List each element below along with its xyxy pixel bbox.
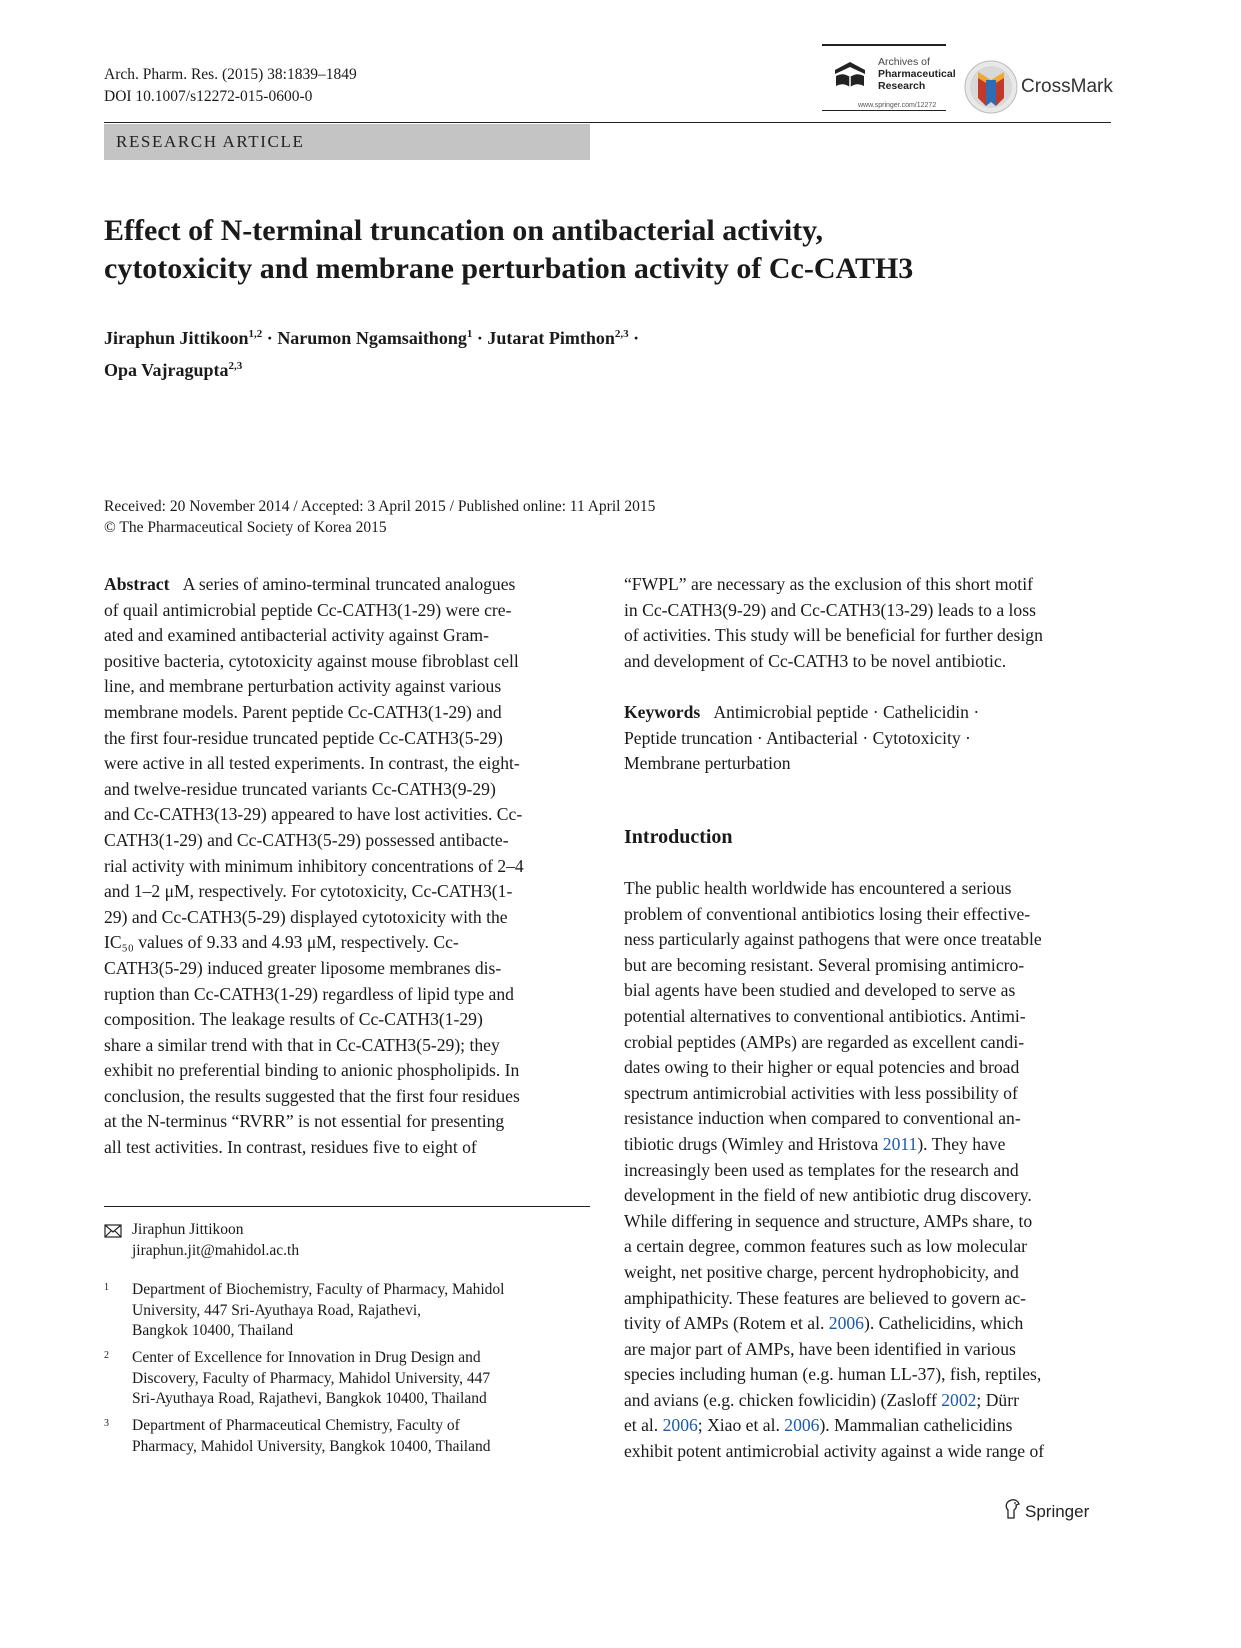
- abstract-line: share a similar trend with that in Cc-CATH3(5-29); they: [104, 1034, 500, 1055]
- abstract-line: and 1–2 μM, respectively. For cytotoxicity, Cc-CATH3(1-: [104, 881, 513, 902]
- body-line: a certain degree, common features such as low molecular: [624, 1236, 1028, 1257]
- affiliation: Department of Pharmaceutical Chemistry, Faculty of Pharmacy, Mahidol University, Bangkok 10400, Thailand: [132, 1417, 491, 1455]
- abstract-continued: [624, 572, 1111, 674]
- springer-horse-icon: [1002, 1498, 1022, 1520]
- article-title: Effect of N-terminal truncation on antibacterial activity, cytotoxicity and membrane perturbation activity of Cc-CATH3: [104, 214, 914, 285]
- abstract-line: composition. The leakage results of Cc-CATH3(1-29): [104, 1009, 483, 1030]
- affiliation: Department of Biochemistry, Faculty of Pharmacy, Mahidol University, 447 Sri-Ayuthaya Road, Rajathevi, Bangkok 10400, Thailand: [132, 1281, 505, 1339]
- abstract-line: and Cc-CATH3(13-29) appeared to have lost activities. Cc-: [104, 804, 523, 825]
- affiliation-number: 1: [104, 1282, 109, 1293]
- citation-link[interactable]: 2006: [662, 1415, 698, 1436]
- body-line: and avians (e.g. chicken fowlicidin) (Zasloff 2002; Dürr: [624, 1389, 1019, 1410]
- body-line: increasingly been used as templates for the research and: [624, 1159, 1019, 1180]
- abstract-line: ruption than Cc-CATH3(1-29) regardless of lipid type and: [104, 983, 514, 1004]
- author-affiliation: 1: [466, 328, 473, 340]
- body-line: bial agents have been studied and developed to serve as: [624, 980, 1016, 1001]
- affiliation: Center of Excellence for Innovation in Drug Design and Discovery, Faculty of Pharmacy, Mahidol University, 447 Sri-Ayuthaya Road, Rajathevi, Bangkok 10400, Thailand: [132, 1349, 491, 1407]
- journal-logo[interactable]: [822, 44, 956, 111]
- body-line: tibiotic drugs (Wimley and Hristova 2011). They have: [624, 1133, 1006, 1154]
- abstract-line: membrane models. Parent peptide Cc-CATH3(1-29) and: [104, 701, 502, 722]
- abstract-line: in Cc-CATH3(9-29) and Cc-CATH3(13-29) leads to a loss: [624, 599, 1036, 620]
- affiliation-number: 2: [104, 1350, 109, 1361]
- abstract-line: conclusion, the results suggested that the first four residues: [104, 1085, 520, 1106]
- body-line: but are becoming resistant. Several promising antimicro-: [624, 954, 1025, 975]
- keywords-line: Antimicrobial peptide · Cathelicidin ·: [713, 702, 980, 722]
- body-line: problem of conventional antibiotics losing their effective-: [624, 903, 1031, 924]
- abstract-line: at the N-terminus “RVRR” is not essential for presenting: [104, 1111, 505, 1132]
- abstract-line: and development of Cc-CATH3 to be novel antibiotic.: [624, 650, 1007, 671]
- author-affiliation: 1,2: [248, 328, 263, 340]
- author-name[interactable]: Jiraphun Jittikoon: [104, 328, 249, 348]
- header-rule: [104, 122, 1111, 123]
- body-line: species including human (e.g. human LL-37), fish, reptiles,: [624, 1364, 1042, 1385]
- author-name[interactable]: Opa Vajragupta: [104, 360, 229, 380]
- publication-dates: [104, 496, 655, 538]
- abstract-line: exhibit no preferential binding to anionic phospholipids. In: [104, 1060, 520, 1081]
- body-line: exhibit potent antimicrobial activity against a wide range of: [624, 1441, 1045, 1462]
- doi: DOI 10.1007/s12272-015-0600-0: [104, 88, 313, 105]
- abstract-line: of quail antimicrobial peptide Cc-CATH3(1-29) were cre-: [104, 599, 512, 620]
- abstract-line: CATH3(1-29) and Cc-CATH3(5-29) possessed antibacte-: [104, 829, 509, 850]
- abstract-line: A series of amino-terminal truncated analogues: [182, 574, 516, 594]
- keywords: [624, 700, 1111, 777]
- citation-link[interactable]: 2006: [828, 1313, 864, 1334]
- copyright-line: © The Pharmaceutical Society of Korea 2015: [104, 519, 387, 536]
- article-type-banner: [104, 124, 590, 160]
- keywords-line: Peptide truncation · Antibacterial · Cytotoxicity ·: [624, 727, 971, 748]
- body-line: amphipathicity. These features are believed to govern ac-: [624, 1287, 1027, 1308]
- author-name[interactable]: Jutarat Pimthon: [487, 328, 615, 348]
- introduction-body: [624, 876, 1111, 1465]
- keywords-line: Membrane perturbation: [624, 753, 791, 774]
- abstract-line: 29) and Cc-CATH3(5-29) displayed cytotoxicity with the: [104, 906, 508, 927]
- body-line: While differing in sequence and structure, AMPs share, to: [624, 1210, 1033, 1231]
- journal-citation-block: [104, 64, 357, 108]
- abstract-line: and twelve-residue truncated variants Cc-CATH3(9-29): [104, 778, 496, 799]
- body-line: spectrum antimicrobial activities with less possibility of: [624, 1082, 1018, 1103]
- corresponding-author: [132, 1220, 299, 1261]
- envelope-icon[interactable]: [104, 1224, 122, 1238]
- footnote-rule: [104, 1206, 590, 1207]
- citation-link[interactable]: 2011: [882, 1133, 918, 1154]
- body-line: weight, net positive charge, percent hydrophobicity, and: [624, 1261, 1019, 1282]
- abstract-line: CATH3(5-29) induced greater liposome membranes dis-: [104, 957, 502, 978]
- abstract-line: the first four-residue truncated peptide Cc-CATH3(5-29): [104, 727, 503, 748]
- abstract-line: were active in all tested experiments. In contrast, the eight-: [104, 753, 520, 774]
- crossmark-label[interactable]: CrossMark: [1021, 76, 1113, 97]
- author-affiliation: 2,3: [228, 360, 243, 372]
- keywords-label: Keywords: [624, 702, 701, 722]
- abstract-line: positive bacteria, cytotoxicity against mouse fibroblast cell: [104, 650, 519, 671]
- abstract-line: of activities. This study will be beneficial for further design: [624, 625, 1043, 646]
- citation-link[interactable]: 2006: [784, 1415, 820, 1436]
- body-line: development in the field of new antibiotic drug discovery.: [624, 1185, 1032, 1206]
- abstract-line: IC₅₀ values of 9.33 and 4.93 μM, respectively. Cc-: [104, 932, 459, 953]
- abstract-line: “FWPL” are necessary as the exclusion of this short motif: [624, 574, 1033, 594]
- body-line: dates owing to their higher or equal potencies and broad: [624, 1057, 1020, 1078]
- author-affiliation: 2,3: [614, 328, 629, 340]
- journal-logo-text: Archives of Pharmaceutical Research: [878, 56, 956, 92]
- crossmark-icon[interactable]: [964, 58, 1018, 116]
- abstract-line: all test activities. In contrast, residues five to eight of: [104, 1137, 477, 1158]
- journal-book-icon: [832, 60, 868, 90]
- contact-name: Jiraphun Jittikoon: [132, 1221, 244, 1238]
- body-line: et al. 2006; Xiao et al. 2006). Mammalian cathelicidins: [624, 1415, 1013, 1436]
- body-line: The public health worldwide has encountered a serious: [624, 878, 1012, 898]
- abstract-line: ated and examined antibacterial activity against Gram-: [104, 625, 489, 646]
- introduction-heading: Introduction: [624, 826, 733, 848]
- body-line: resistance induction when compared to conventional an-: [624, 1108, 1021, 1129]
- body-line: are major part of AMPs, have been identified in various: [624, 1338, 1016, 1359]
- author-name[interactable]: Narumon Ngamsaithong: [277, 328, 467, 348]
- abstract: [104, 572, 590, 1161]
- abstract-line: rial activity with minimum inhibitory concentrations of 2–4: [104, 855, 524, 876]
- abstract-label: Abstract: [104, 574, 170, 594]
- received-line: Received: 20 November 2014 / Accepted: 3 April 2015 / Published online: 11 April 2015: [104, 498, 656, 515]
- author-list: Jiraphun Jittikoon$^{1,2}$ · Narumon Ngamsaithong$^1$ · Jutarat Pimthon$^{2,3}$ · Opa Vajragupta$^{2,3}$: [104, 328, 640, 380]
- publisher-logo[interactable]: Springer: [1025, 1502, 1090, 1521]
- body-line: crobial peptides (AMPs) are regarded as excellent candi-: [624, 1031, 1025, 1052]
- affiliation-number: 3: [104, 1418, 109, 1429]
- citation-link[interactable]: 2002: [941, 1389, 977, 1410]
- abstract-line: line, and membrane perturbation activity against various: [104, 676, 502, 697]
- journal-url[interactable]: www.springer.com/12272: [858, 102, 937, 109]
- body-line: ness particularly against pathogens that were once treatable: [624, 929, 1042, 950]
- article-type: RESEARCH ARTICLE: [116, 132, 305, 151]
- body-line: potential alternatives to conventional antibiotics. Antimi-: [624, 1005, 1026, 1026]
- journal-citation: Arch. Pharm. Res. (2015) 38:1839–1849: [104, 66, 357, 83]
- body-line: tivity of AMPs (Rotem et al. 2006). Cathelicidins, which: [624, 1313, 1024, 1334]
- contact-email[interactable]: jiraphun.jit@mahidol.ac.th: [132, 1241, 300, 1259]
